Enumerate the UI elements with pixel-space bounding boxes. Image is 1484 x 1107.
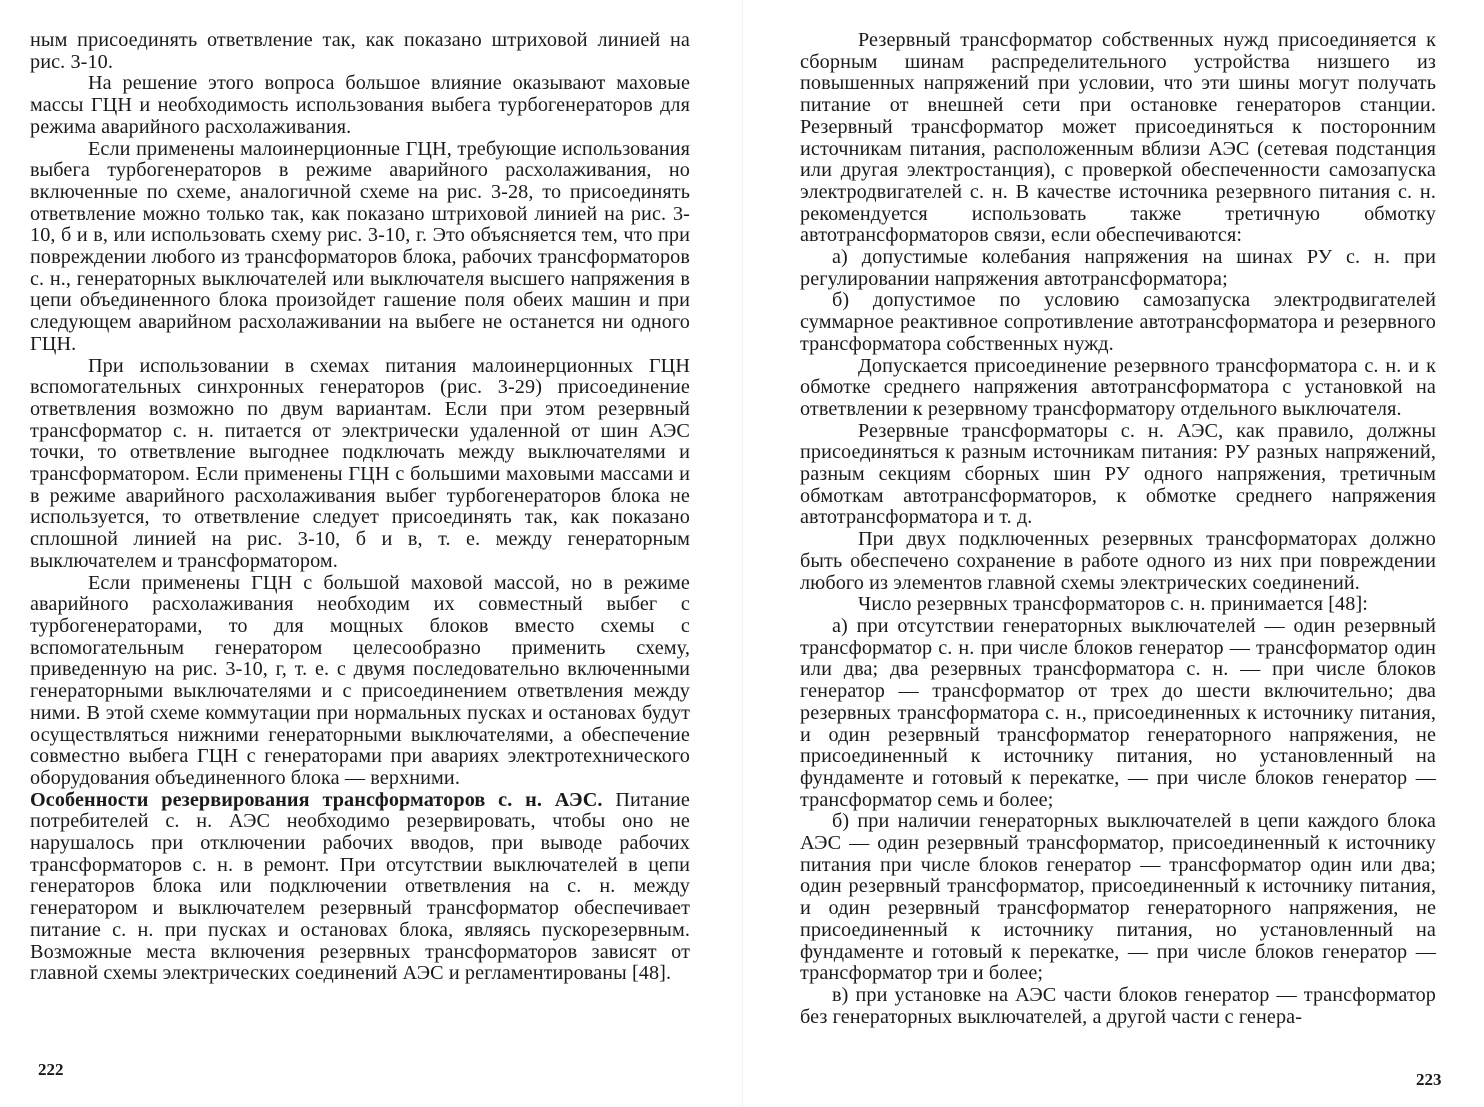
right-page bbox=[800, 30, 1436, 1028]
list-item: б) при наличии генераторных выключателей в цепи каждого блока АЭС — один резервный трансформатор, присоединенный к источнику питания при числе блоков генератор — трансформатор один или два; один резервный трансформатор, присоединенный к источнику питания, и один резервный трансформатор генераторного напряжения, не присоединенный к источнику питания, но установленный на фундаменте и готовый к перекатке, — при числе блоков генератор — трансформатор три и более; bbox=[800, 810, 1436, 985]
section-text: Питание потребителей с. н. АЭС необходимо резервировать, чтобы оно не нарушалось при отключении рабочих вводов, при выводе рабочих трансформаторов с. н. в ремонт. При отсутствии выключателей в цепи генераторов блока или подключении ответвления на с. н. между генератором и выключателем резервный трансформатор обеспечивает питание с. н. при пусках и остановах блока, являясь пускорезервным. Возможные места включения резервных трансформаторов зависят от главной схемы электрических соединений АЭС и регламентированы [48]. bbox=[30, 788, 690, 985]
paragraph: При использовании в схемах питания малоинерционных ГЦН вспомогательных синхронных генераторов (рис. 3-29) присоединение ответвления возможно по двум вариантам. Если при этом резервный трансформатор с. н. питается от электрически удаленной от шин АЭС точки, то ответвление выгоднее подключать между выключателями и трансформатором. Если применены ГЦН с большими маховыми массами и в режиме аварийного расхолаживания выбег турбогенераторов блока не используется, то ответвление следует присоединять так, как показано сплошной линией на рис. 3-10, б и в, т. е. между генераторным выключателем и трансформатором. bbox=[30, 354, 690, 572]
paragraph: Если применены ГЦН с большой маховой массой, но в режиме аварийного расхолаживания необходим их совместный выбег с турбогенераторами, то для мощных блоков вместо схемы с вспомогательным генератором целесообразно применить схему, приведенную на рис. 3-10, г, т. е. с двумя последовательно включенными генераторными выключателями и с присоединением ответвления между ними. В этой схеме коммутации при нормальных пусках и остановах будут осуществляться нижними генераторными выключателями, а обеспечение совместно выбега ГЦН с генераторами при авариях электротехнического оборудования объединенного блока — верхними. bbox=[30, 571, 690, 789]
left-page bbox=[30, 30, 690, 985]
list-item: а) при отсутствии генераторных выключателей — один резервный трансформатор с. н. при числе блоков генератор — трансформатор один или два; два резервных трансформатора с. н. — при числе блоков генератор — трансформатор от трех до шести включительно; два резервных трансформатора с. н., присоединенных к источнику питания, и один резервный трансформатор генераторного напряжения, не присоединенный к источнику питания, но установленный на фундаменте и готовый к перекатке, — при числе блоков генератор — трансформатор семь и более; bbox=[800, 614, 1436, 811]
paragraph: Если применены малоинерционные ГЦН, требующие использования выбега турбогенераторов в режиме аварийного расхолаживания, но включенные по схеме, аналогичной схеме на рис. 3-28, то присоединять ответвление можно только так, как показано штриховой линией на рис. 3-10, б и в, или использовать схему рис. 3-10, г. Это объясняется тем, что при повреждении любого из трансформаторов блока, рабочих трансформаторов с. н., генераторных выключателей или выключателя высшего напряжения в цепи объединенного блока произойдет гашение поля обеих машин и при следующем аварийном расхолаживании на выбеге не останется ни одного ГЦН. bbox=[30, 137, 690, 355]
list-item: в) при установке на АЭС части блоков генератор — трансформатор без генераторных выключателей, а другой части с генера- bbox=[800, 983, 1436, 1028]
page-fold bbox=[742, 0, 743, 1107]
paragraph: ным присоединять ответвление так, как показано штриховой линией на рис. 3-10. bbox=[30, 29, 690, 73]
section-paragraph bbox=[30, 790, 690, 985]
paragraph: На решение этого вопроса большое влияние оказывают маховые массы ГЦН и необходимость использования выбега турбогенераторов для режима аварийного расхолаживания. bbox=[30, 72, 690, 138]
paragraph: Резервный трансформатор собственных нужд присоединяется к сборным шинам распределительного устройства низшего из повышенных напряжений при условии, что эти шины могут получать питание от внешней сети при остановке генераторов станции. Резервный трансформатор может присоединяться к посторонним источникам питания, расположенным вблизи АЭС (сетевая подстанция или другая электростанция), с проверкой обеспеченности самозапуска электродвигателей с. н. В качестве источника резервного питания с. н. рекомендуется использовать также третичную обмотку автотрансформаторов связи, если обеспечиваются: bbox=[800, 29, 1436, 247]
paragraph: Число резервных трансформаторов с. н. принимается [48]: bbox=[858, 593, 1368, 616]
paragraph: Резервные трансформаторы с. н. АЭС, как правило, должны присоединяться к разным источникам питания: РУ разных напряжений, разным секциям сборных шин РУ одного напряжения, третичным обмоткам автотрансформаторов, к обмотке среднего напряжения автотрансформатора и т. д. bbox=[800, 419, 1436, 529]
list-item: б) допустимое по условию самозапуска электродвигателей суммарное реактивное сопротивление автотрансформатора и резервного трансформатора собственных нужд. bbox=[800, 289, 1436, 355]
page-number-left: 222 bbox=[38, 1060, 64, 1079]
section-heading: Особенности резервирования трансформаторов с. н. АЭС. bbox=[30, 788, 603, 811]
paragraph: Допускается присоединение резервного трансформатора с. н. и к обмотке среднего напряжения автотрансформатора с установкой на ответвлении к резервному трансформатору отдельного выключателя. bbox=[800, 354, 1436, 420]
list-item: а) допустимые колебания напряжения на шинах РУ с. н. при регулировании напряжения автотрансформатора; bbox=[800, 246, 1436, 290]
page-number-right: 223 bbox=[1416, 1070, 1442, 1089]
paragraph: При двух подключенных резервных трансформаторах должно быть обеспечено сохранение в работе одного из них при повреждении любого из элементов главной схемы электрических соединений. bbox=[800, 528, 1436, 594]
